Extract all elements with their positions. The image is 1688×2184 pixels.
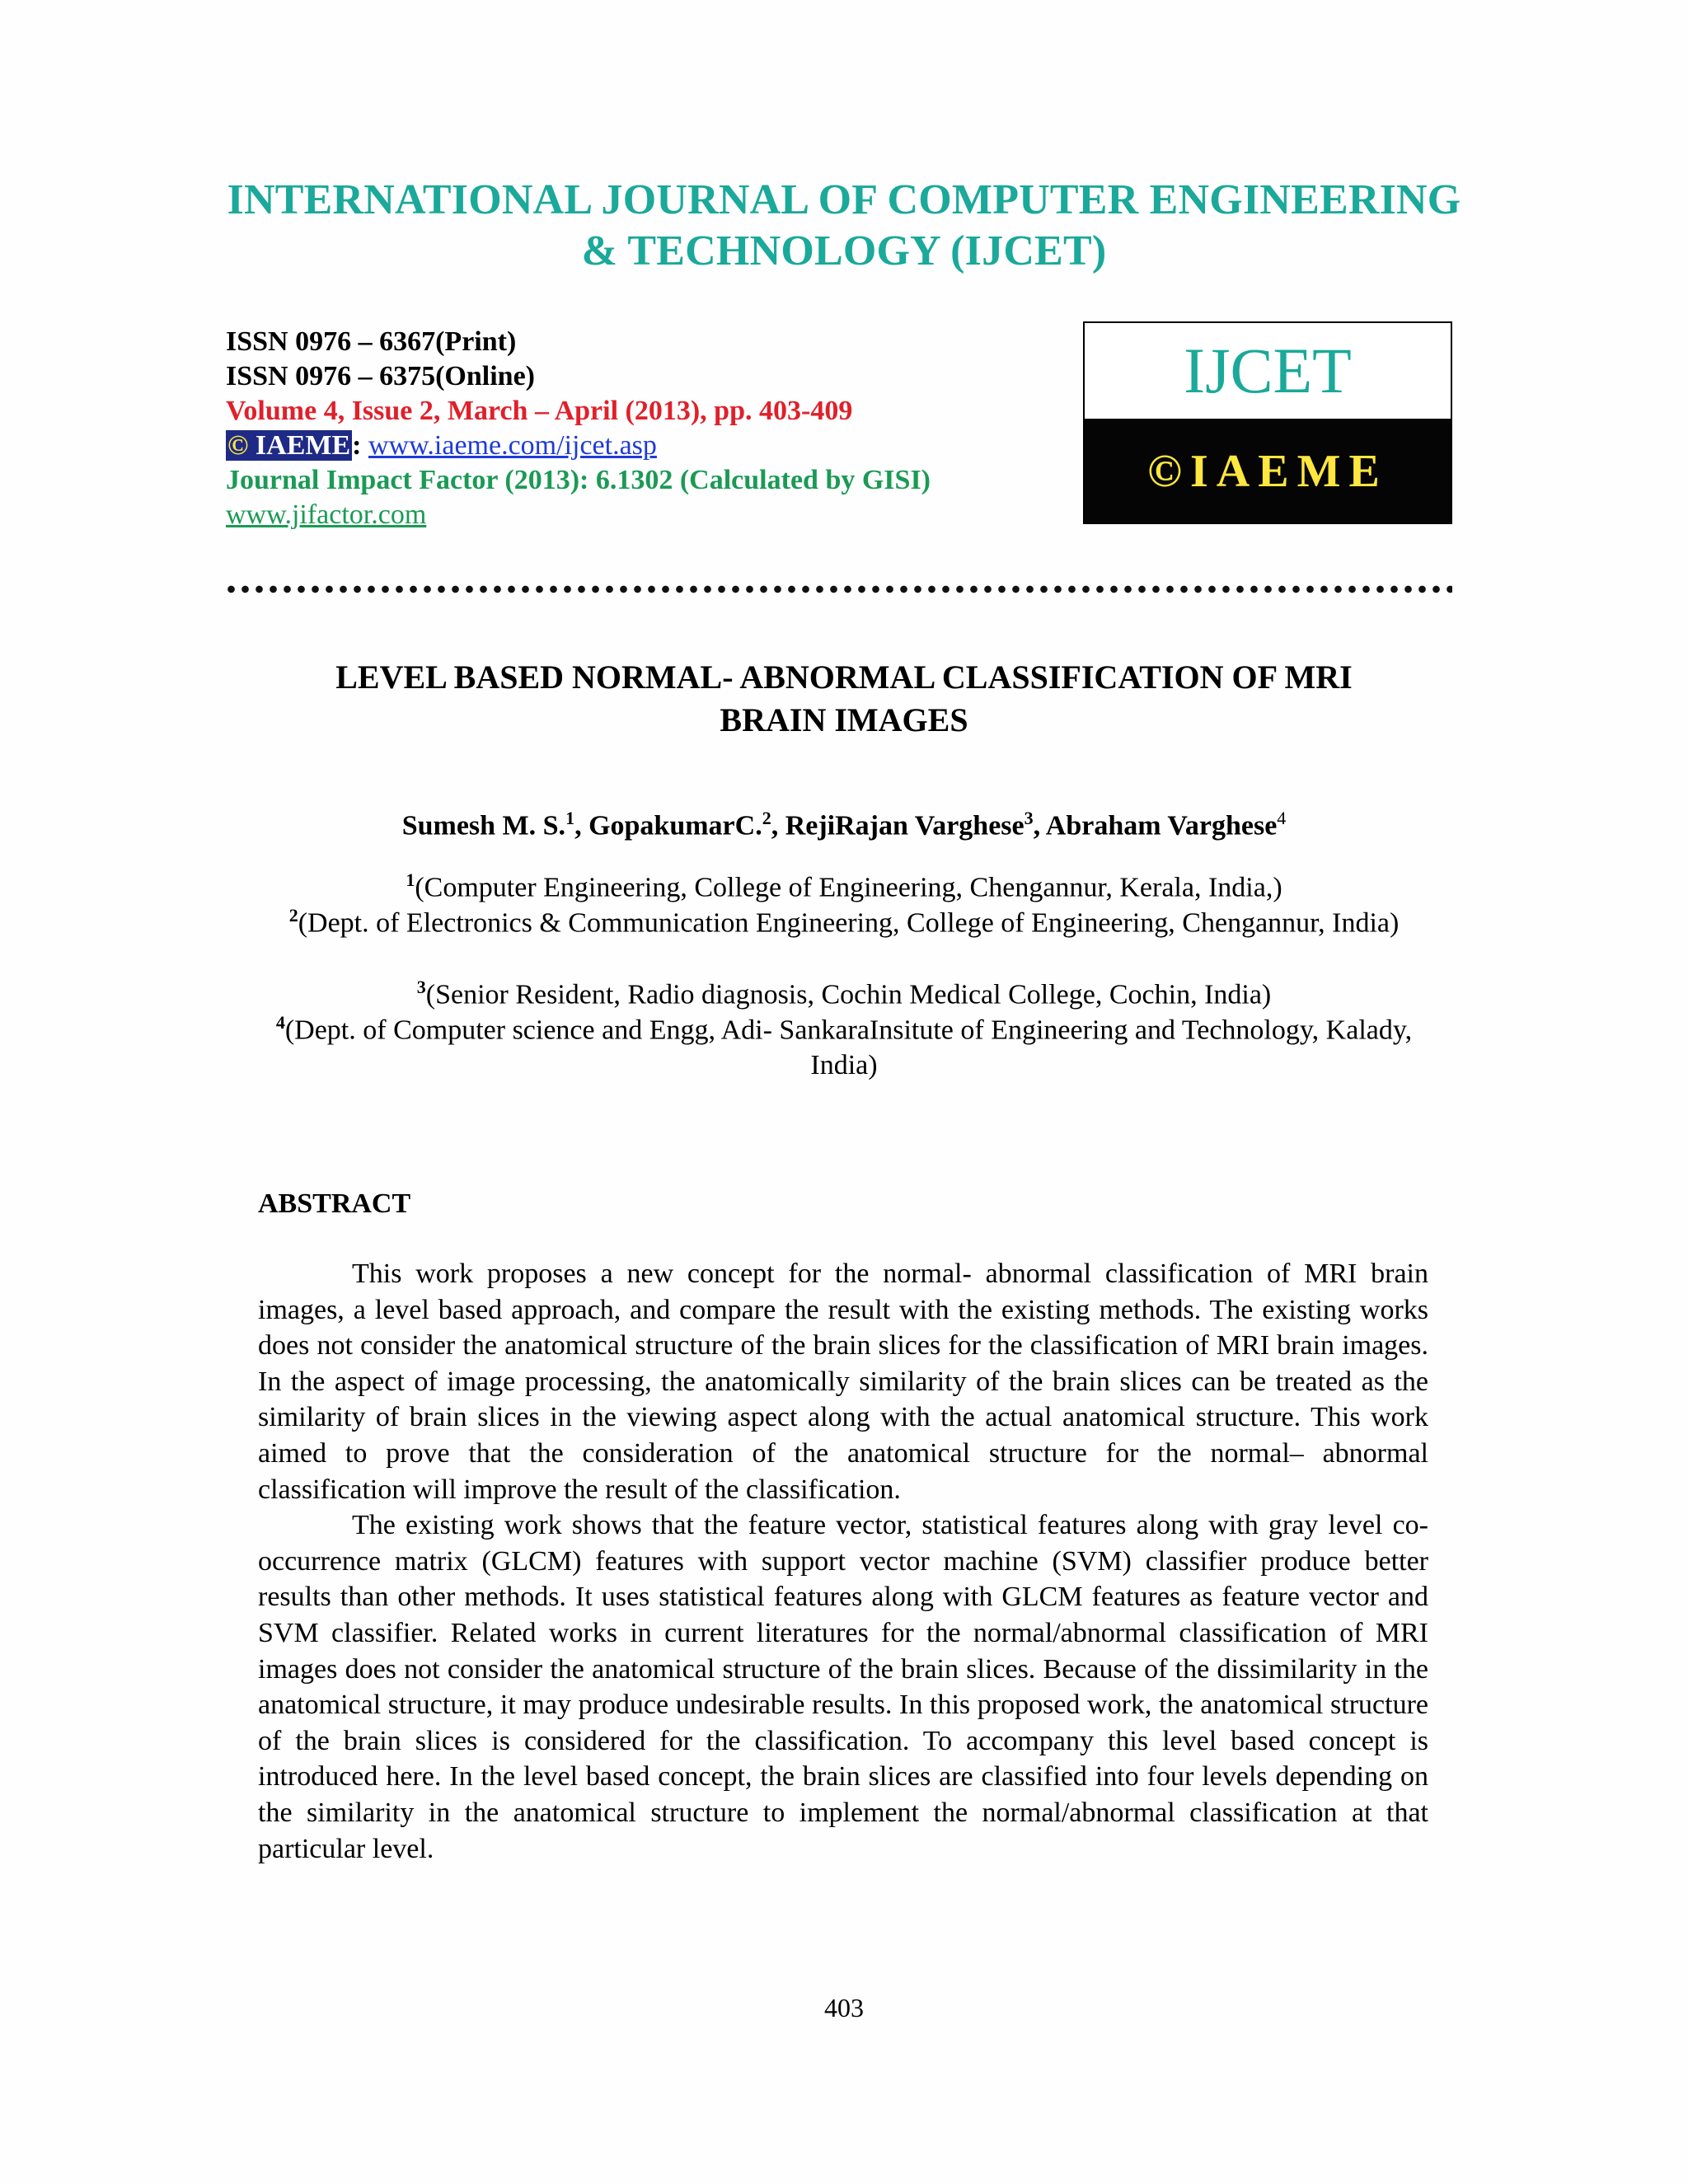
abstract-body [258,1256,1428,1867]
affiliation-mark: 2 [288,905,298,926]
abstract-heading: ABSTRACT [258,1188,411,1219]
author-affiliation-mark: 1 [565,808,575,828]
issn-online: ISSN 0976 – 6375(Online) [226,361,535,391]
iaeme-badge [226,430,352,461]
issn-block [226,325,1050,532]
iaeme-colon: : [352,430,362,461]
paper-title [247,656,1441,742]
affiliation-mark: 3 [416,977,426,997]
affiliation-text: (Computer Engineering, College of Engineering, Chengannur, Kerala, India,) [415,872,1282,903]
impact-factor: Journal Impact Factor (2013): 6.1302 (Calculated by GISI) [226,465,931,495]
journal-title-line-1: INTERNATIONAL JOURNAL OF COMPUTER ENGINEERING [227,176,1461,223]
journal-title-line-2: & TECHNOLOGY (IJCET) [581,227,1107,274]
paper-title-line-1: LEVEL BASED NORMAL- ABNORMAL CLASSIFICATION OF MRI [335,658,1353,696]
copyright-symbol: © [227,430,249,461]
ijcet-logo [1083,321,1452,524]
logo-ijcet-text: IJCET [1184,335,1352,406]
author-affiliation-mark: 2 [762,808,771,828]
author-affiliation-mark: 4 [1277,808,1287,828]
abstract-paragraph-1: This work proposes a new concept for the normal- abnormal classification of MRI brain images, a level based approach, and compare the result with the existing methods. The existing works does not consider the anatomical structure of the brain slices for the classification of MRI brain images. In the aspect of image processing, the anatomically similarity of the brain slices can be treated as the similarity of brain slices in the viewing aspect along with the actual anatomical structure. This work aimed to prove that the consideration of the anatomical structure for the normal– abnormal classification will improve the result of the classification. [258,1258,1428,1505]
abstract-paragraph-2: The existing work shows that the feature vector, statistical features along with gray level co-occurrence matrix (GLCM) features with support vector machine (SVM) classifier produce better results than other methods. It uses statistical features along with GLCM features as feature vector and SVM classifier. Related works in current literatures for the normal/abnormal classification of MRI images does not consider the anatomical structure of the brain slices. Because of the dissimilarity in the anatomical structure, it may produce undesirable results. In this proposed work, the anatomical structure of the brain slices is considered for the classification. To accompany this level based concept is introduced here. In the level based concept, the brain slices are classified into four levels depending on the similarity in the anatomical structure to implement the normal/abnormal classification at that particular level. [258,1510,1428,1864]
affiliation-text: (Dept. of Electronics & Communication Engineering, College of Engineering, Chengannur, India) [298,907,1400,939]
author-name: Abraham Varghese [1045,810,1278,841]
author-name: GopakumarC. [588,810,762,841]
author-separator: , [771,810,785,841]
page-number: 403 [824,1993,864,2022]
issn-print: ISSN 0976 – 6367(Print) [226,326,517,357]
affiliation-text: (Dept. of Computer science and Engg, Adi- SankaraInsitute of Engineering and Technology, Kalady, India) [284,1015,1413,1081]
author-separator: , [574,810,589,841]
author-name: RejiRajan Varghese [785,810,1025,841]
journal-url-link[interactable]: www.iaeme.com/ijcet.asp [368,430,657,461]
paper-title-line-2: BRAIN IMAGES [720,701,968,738]
affiliation-mark: 1 [406,869,415,890]
affiliation-text: (Senior Resident, Radio diagnosis, Cochin Medical College, Cochin, India) [425,979,1272,1010]
logo-iaeme-text: ©IAEME [1085,419,1451,524]
author-separator: , [1033,810,1046,841]
volume-info: Volume 4, Issue 2, March – April (2013), pp. 403-409 [226,396,853,426]
jifactor-link[interactable]: www.jifactor.com [226,499,427,530]
affiliation-mark: 4 [275,1012,285,1033]
journal-title [165,175,1523,277]
author-affiliation-mark: 3 [1024,808,1034,828]
dotted-divider [224,583,1452,595]
affiliation-4 [247,1005,1441,1083]
author-name: Sumesh M. S. [401,810,566,841]
author-list [226,801,1462,843]
iaeme-badge-label: IAEME [255,430,351,461]
iaeme-line [226,429,1050,463]
affiliation-2 [247,898,1441,940]
